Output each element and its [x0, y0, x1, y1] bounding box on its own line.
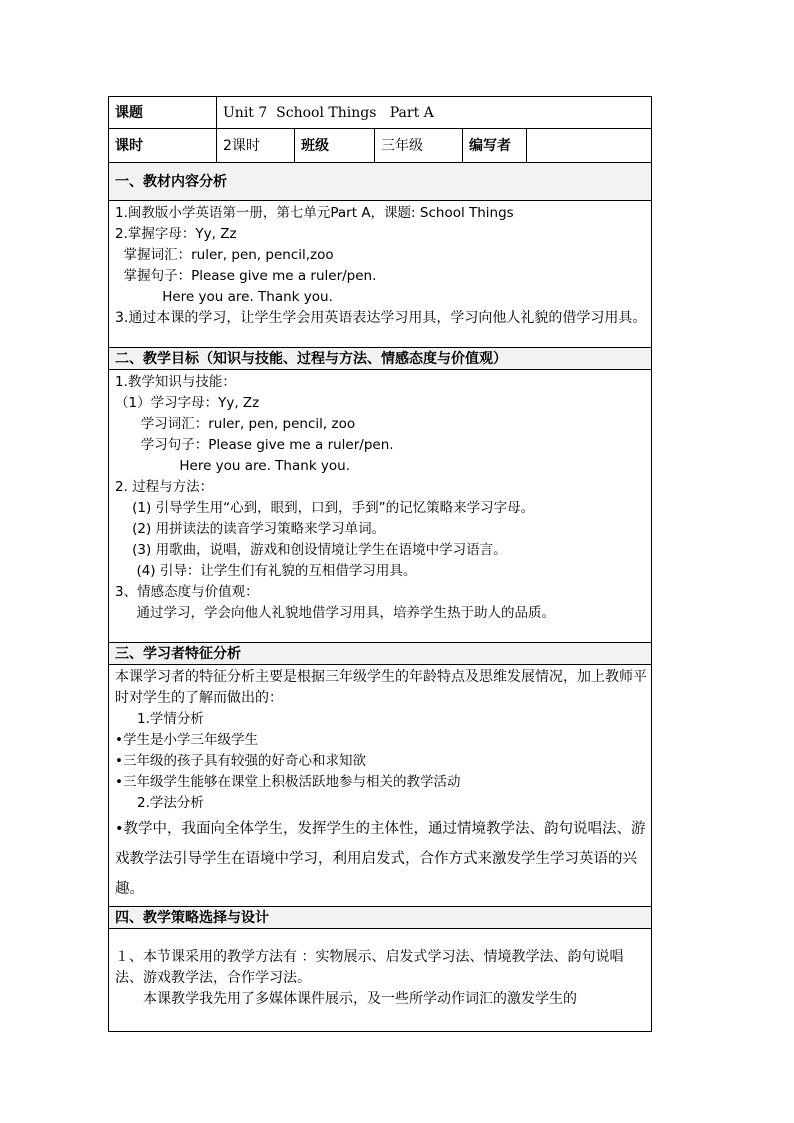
s2-line-8: (2) 用拼读法的读音学习策略来学习单词。 — [115, 521, 386, 537]
author-value — [527, 129, 652, 163]
section-3-title: 三、学习者特征分析 — [109, 643, 652, 665]
section-4-body-row — [109, 929, 652, 1032]
section-4-title: 四、教学策略选择与设计 — [109, 907, 652, 929]
s3-sub-1: 1.学情分析 — [137, 711, 204, 727]
section-2-header-row — [109, 348, 652, 370]
s2-line-4: 学习句子：Please give me a ruler/pen. — [115, 437, 394, 453]
s2-line-3: 学习词汇：ruler, pen, pencil, zoo — [115, 416, 356, 432]
s2-line-5: Here you are. Thank you. — [115, 458, 351, 474]
s4-paragraph-1: １、本节课采用的教学方法有 ：实物展示、启发式学习法、情境教学法、韵句说唱法、游戏教学法，合作学习法。 — [115, 949, 624, 986]
topic-row — [109, 97, 652, 129]
s2-line-11: 3、情感态度与价值观： — [115, 584, 259, 600]
s2-line-9: (3) 用歌曲，说唱，游戏和创设情境让学生在语境中学习语言。 — [115, 542, 507, 558]
section-1-title: 一、教材内容分析 — [109, 163, 652, 201]
s3-bullet-1: •学生是小学三年级学生 — [115, 732, 258, 748]
class-value: 三年级 — [375, 129, 463, 163]
s3-intro: 本课学习者的特征分析主要是根据三年级学生的年龄特点及思维发展情况，加上教师平时对学生的了解而做出的： — [115, 669, 647, 706]
s2-line-2: （1）学习字母：Yy, Zz — [115, 395, 260, 411]
section-3-body — [109, 665, 652, 907]
s2-line-12: 通过学习，学会向他人礼貌地借学习用具，培养学生热于助人的品质。 — [115, 605, 555, 621]
s3-paragraph: •教学中，我面向全体学生，发挥学生的主体性，通过情境教学法、韵句说唱法、游戏教学法引导学生在语境中学习，利用启发式，合作方式来激发学生学习英语的兴趣。 — [115, 821, 646, 897]
section-2-title: 二、教学目标（知识与技能、过程与方法、情感态度与价值观） — [109, 348, 652, 370]
s1-line-2: 2.掌握字母：Yy, Zz — [115, 226, 237, 242]
s1-line-3: 掌握词汇：ruler, pen, pencil,zoo — [115, 247, 334, 263]
section-3-body-row — [109, 665, 652, 907]
section-2-body — [109, 370, 652, 643]
s3-bullet-2: •三年级的孩子具有较强的好奇心和求知欲 — [115, 753, 366, 769]
section-4-header-row — [109, 907, 652, 929]
section-2-body-row — [109, 370, 652, 643]
hours-row — [109, 129, 652, 163]
s3-sub-2: 2.学法分析 — [137, 795, 204, 811]
lesson-plan-table — [108, 96, 652, 1032]
s4-paragraph-2: 本课教学我先用了多媒体课件展示，及一些所学动作词汇的激发学生的 — [143, 991, 577, 1007]
section-1-body — [109, 201, 652, 348]
section-1-header-row — [109, 163, 652, 201]
s2-line-1: 1.教学知识与技能： — [115, 374, 236, 390]
topic-value: Unit 7 School Things Part A — [217, 97, 652, 129]
s1-line-6: 3.通过本课的学习，让学生学会用英语表达学习用具，学习向他人礼貌的借学习用具。 — [115, 310, 647, 326]
section-1-body-row — [109, 201, 652, 348]
topic-label: 课题 — [109, 97, 217, 129]
hours-label: 课时 — [109, 129, 217, 163]
s2-line-10: (4) 引导：让学生们有礼貌的互相借学习用具。 — [115, 563, 417, 579]
hours-value: 2课时 — [217, 129, 295, 163]
s1-line-4: 掌握句子：Please give me a ruler/pen. — [115, 268, 377, 284]
s1-line-5: Here you are. Thank you. — [115, 289, 333, 305]
author-label: 编写者 — [463, 129, 527, 163]
section-4-body — [109, 929, 652, 1032]
section-3-header-row — [109, 643, 652, 665]
s3-bullet-3: •三年级学生能够在课堂上积极活跃地参与相关的教学活动 — [115, 774, 461, 790]
s2-line-6: 2. 过程与方法： — [115, 479, 214, 495]
class-label: 班级 — [295, 129, 375, 163]
s2-line-7: (1) 引导学生用“心到，眼到，口到，手到”的记忆策略来学习字母。 — [115, 500, 535, 516]
s1-line-1: 1.闽教版小学英语第一册，第七单元Part A，课题: School Things — [115, 205, 514, 221]
